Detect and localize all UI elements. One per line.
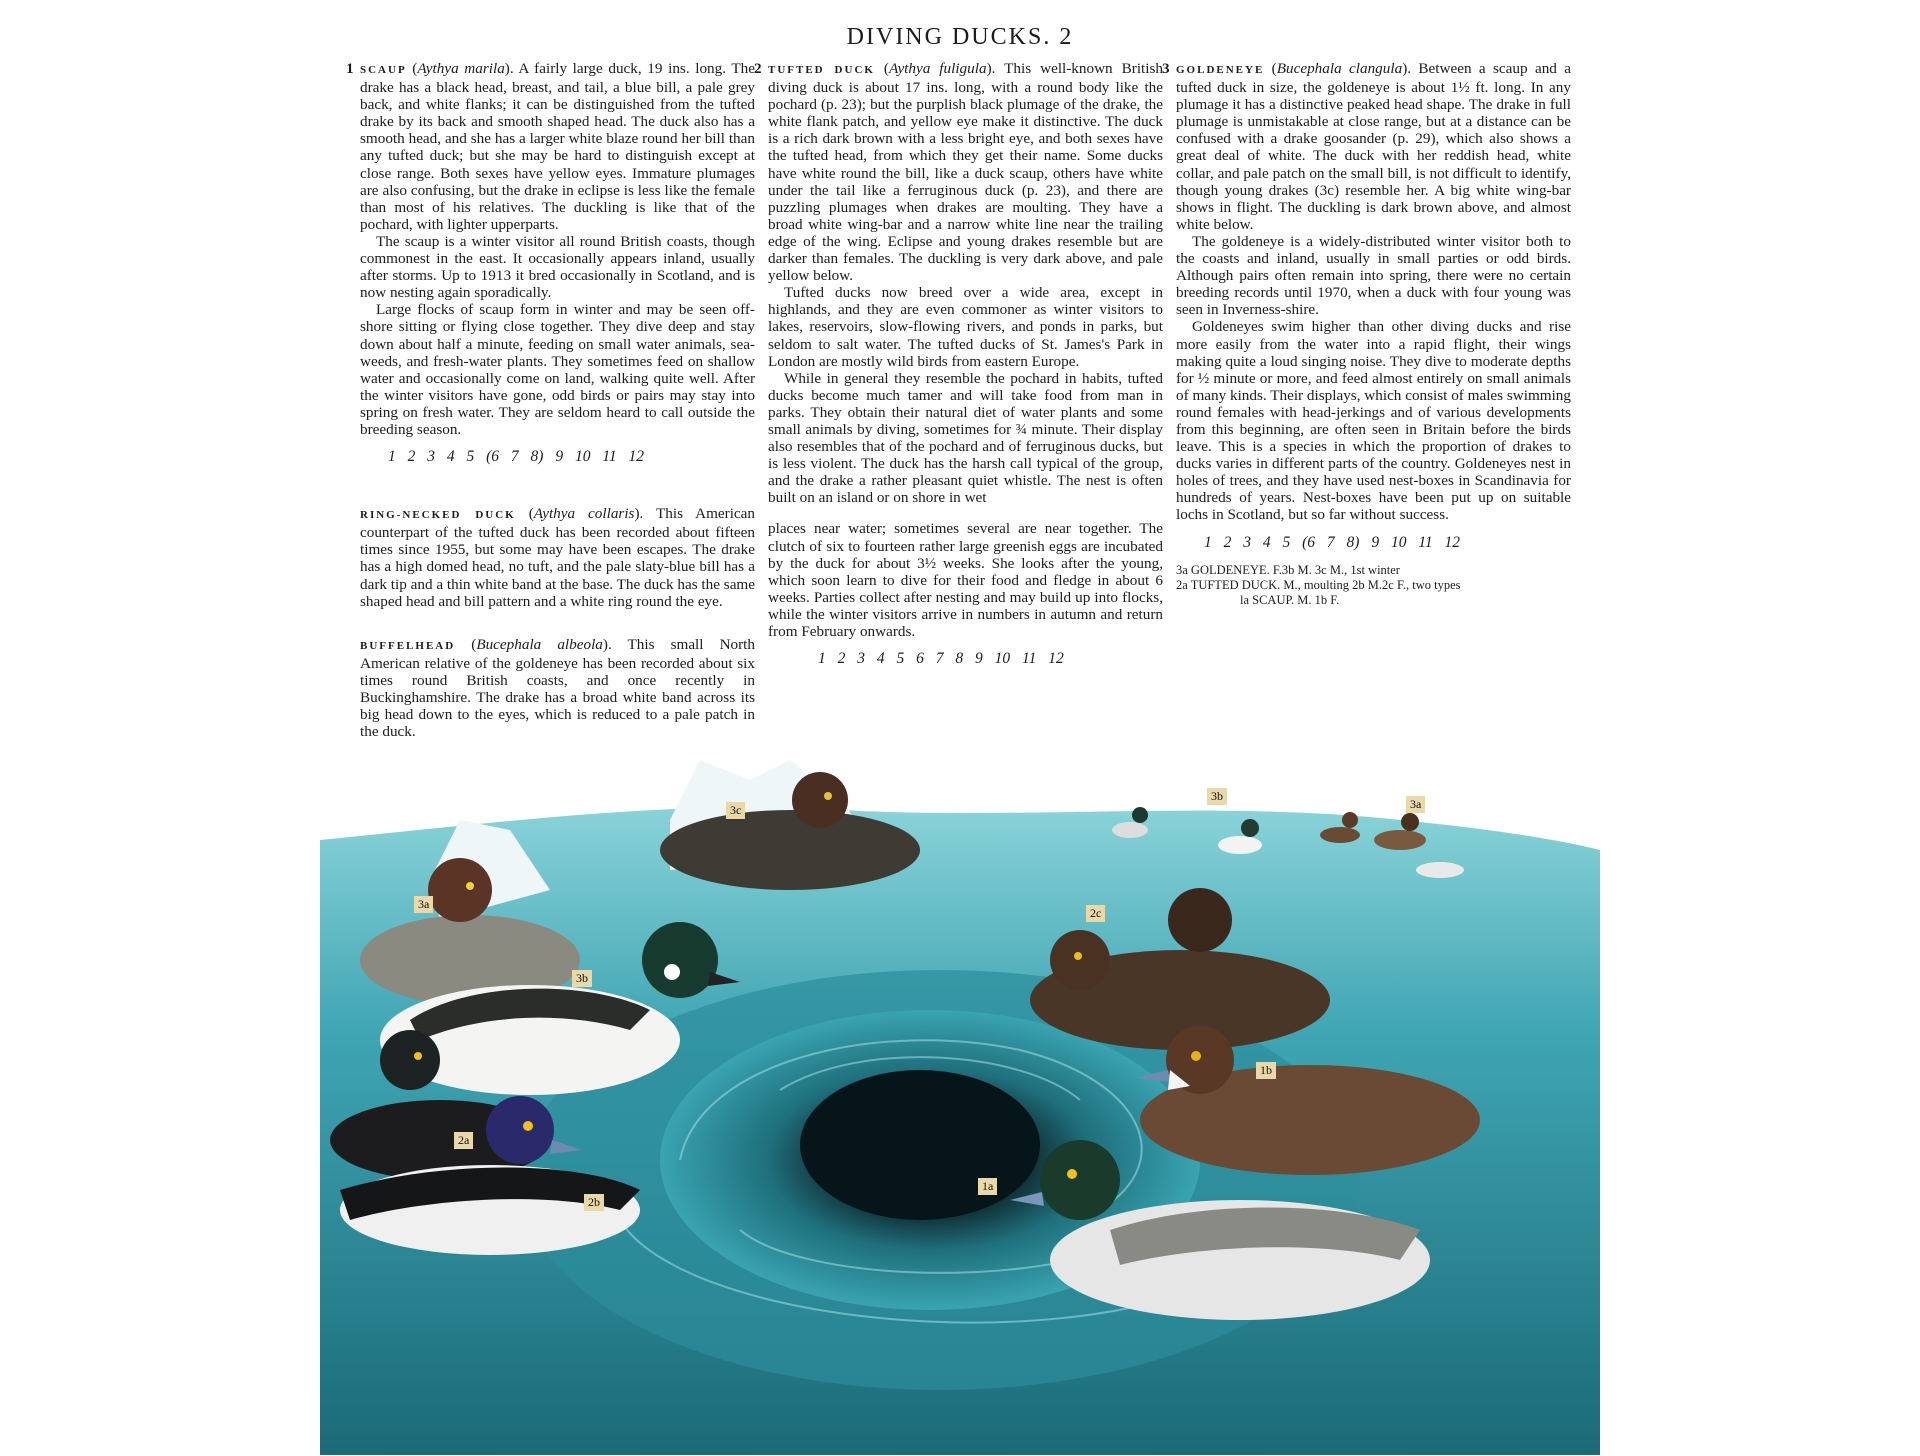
month-calendar: 1 2 3 4 5 (6 7 8) 9 10 11 12 (1204, 533, 1461, 551)
latin-name: Aythya fuligula (889, 60, 987, 77)
species-name: TUFTED DUCK (768, 64, 875, 76)
key-line: 3a GOLDENEYE. F.3b M. 3c M., 1st winter (1176, 562, 1400, 577)
paragraph: ). Between a scaup and a tufted duck in size, the goldeneye is about 1½ ft. long. In any plumage it has a distinctive peaked head shape. The drake in full plumage is unmistakable at close range, but at a distance can be confused with a drake goosander (p. 29), which also shows a great deal of white. The duck with her reddish head, white collar, and pale patch on the small bill, is not difficult to identify, though young drakes (3c) resemble her. A big white wing-bar shows in flight. The duckling is dark brown above, and almost white below. (1176, 60, 1571, 233)
plate-label: 1a (978, 1178, 997, 1195)
plate-label: 1b (1256, 1062, 1276, 1079)
key-line: 2a TUFTED DUCK. M., moulting 2b M.2c F., two types (1176, 577, 1461, 592)
paragraph: While in general they resemble the pochard in habits, tufted ducks become much tamer and will take food from man in parks. They obtain their natural diet of water plants and some small animals by diving, sometimes for ¾ minute. Their display also resembles that of the pochard and of ferruginous ducks, but is less violent. The duck has the harsh call typical of the group, and the drake a rather pleasant quiet whistle. The nest is often built on an island or on shore in wet (768, 369, 1163, 507)
buffelhead-entry: BUFFELHEAD (Bucephala albeola). This small North American relative of the goldeneye has been recorded about six times round British coasts, and once recently in Buckinghamshire. The drake has a broad white band across its big head down to the eyes, which is reduced to a pale patch in the duck. (360, 635, 755, 741)
latin-name: Aythya collaris (533, 505, 635, 523)
plate-label: 2a (454, 1132, 473, 1149)
paragraph: ). This American counterpart of the tufted duck has been recorded about fifteen times since 1955, but some may have been escapes. The drake has a high domed head, no tuft, and the pale slaty-blue bill has a dark tip and a thin white band at the base. The duck has the same shaped head and bill pattern and a white ring round the eye. (360, 505, 755, 610)
plate-label: 3b (1207, 788, 1227, 805)
key-line: la SCAUP. M. 1b F. (1240, 592, 1340, 607)
species-name: GOLDENEYE (1176, 64, 1265, 76)
paragraph: Goldeneyes swim higher than other diving ducks and rise more easily from the water into a rapid flight, their wings making quite a loud singing noise. They dive to moderate depths for ½ minute or more, and feed almost entirely on small animals of many kinds. Their displays, which consist of males swimming round females with head-jerkings and of various developments from this beginning, are often seen in Britain before the birds leave. This is a species in which the proportion of drakes to ducks varies in different parts of the country. Goldeneyes nest in holes of trees, and they have used nest-boxes in Scandinavia for hundreds of years. Nest-boxes have been put up on suitable lochs in Scotland, but so far without success. (1176, 318, 1571, 524)
species-name: RING-NECKED DUCK (360, 509, 516, 522)
paragraph: The scaup is a winter visitor all round British coasts, though commonest in the east. It occasionally appears inland, usually after storms. Up to 1913 it bred occasionally in Scotland, and is now nesting again sporadically. (360, 232, 755, 302)
column-3 (1162, 60, 1571, 608)
species-number: 3 (1162, 60, 1170, 77)
ring-necked-entry: RING-NECKED DUCK (Aythya collaris). This American counterpart of the tufted duck has been recorded about fifteen times since 1955, but some may have been escapes. The drake has a high domed head, no tuft, and the pale slaty-blue bill has a dark tip and a thin white band at the base. The duck has the same shaped head and bill pattern and a white ring round the eye. (360, 505, 755, 610)
plate-label: 3c (726, 802, 745, 819)
plate-key (1176, 563, 1571, 608)
paragraph: places near water; sometimes several are near together. The clutch of six to fourteen rather large greenish eggs are incubated by the duck for about 3½ weeks. She looks after the young, which soon learn to dive for their food and fledge in about 6 weeks. Parties collect after nesting and may build up into flocks, while the winter visitors arrive in numbers in autumn and return from February onwards. (768, 520, 1163, 640)
paragraph: Large flocks of scaup form in winter and may be seen off-shore sitting or flying close together. They dive deep and stay down about half a minute, feeding on small water animals, sea-weeds, and fresh-water plants. They sometimes feed on shallow water and occasionally come on land, walking quite well. After the winter visitors have gone, odd birds or pairs may stay into spring on fresh water. They are seldom heard to call outside the breeding season. (360, 301, 755, 438)
plate-label: 2c (1086, 905, 1105, 922)
plate-label: 3a (414, 896, 433, 913)
species-name: SCAUP (360, 64, 407, 76)
tufted-entry: 2 TUFTED DUCK (Aythya fuligula). This well-known British diving duck is about 17 ins. long, with a round body like the pochard (p. 23); but the purplish black plumage of the drake, the white flank patch, and yellow eye make it distinctive. The duck is a rich dark brown with a less bright eye, and both sexes have the tufted head, from which they get their name. Some ducks have white round the bill, like a duck scaup, others have white under the tail like a ferruginous duck (p. 23), and there are puzzling plumages when drakes are moulting. They have a broad white wing-bar and a narrow white line near the trailing edge of the wing. Eclipse and young drakes resemble but are darker than females. The duckling is very dark above, and pale yellow below. (754, 60, 1163, 285)
whirlpool-core (800, 1070, 1040, 1220)
species-number: 1 (346, 60, 354, 77)
paragraph: The goldeneye is a widely-distributed winter visitor both to the coasts and inland, usually in small parties or odd birds. Although pairs often remain into spring, there were no certain breeding records until 1970, when a duck with four young was seen in Inverness-shire. (1176, 232, 1571, 319)
paragraph: ). This well-known British diving duck is about 17 ins. long, with a round body like the pochard (p. 23); but the purplish black plumage of the drake, the white flank patch, and yellow eye make it distinctive. The duck is a rich dark brown with a less bright eye, and both sexes have the tufted head, from which they get their name. Some ducks have white round the bill, like a duck scaup, others have white under the tail like a ferruginous duck (p. 23), and there are puzzling plumages when drakes are moulting. They have a broad white wing-bar and a narrow white line near the trailing edge of the wing. Eclipse and young drakes resemble but are darker than females. The duckling is very dark above, and pale yellow below. (768, 60, 1163, 285)
month-calendar: 1 2 3 4 5 (6 7 8) 9 10 11 12 (388, 448, 645, 466)
latin-name: Bucephala albeola (476, 635, 603, 653)
month-calendar: 1 2 3 4 5 6 7 8 9 10 11 12 (818, 650, 1064, 668)
illustration-svg (320, 760, 1600, 1455)
species-number: 2 (754, 60, 762, 77)
latin-name: Aythya marila (417, 60, 505, 77)
species-name: BUFFELHEAD (360, 639, 456, 652)
column-1 (346, 60, 755, 741)
latin-name: Bucephala clangula (1276, 60, 1403, 77)
duck-illustration (320, 760, 1600, 1455)
goldeneye-entry: 3 GOLDENEYE (Bucephala clangula). Between a scaup and a tufted duck in size, the goldeneye is about 1½ ft. long. In any plumage it has a distinctive peaked head shape. The drake in full plumage is unmistakable at close range, but at a distance can be confused with a drake goosander (p. 29), which also shows a great deal of white. The duck with her reddish head, white collar, and pale patch on the small bill, is not difficult to identify, though young drakes (3c) resemble her. A big white wing-bar shows in flight. The duckling is dark brown above, and almost white below. (1162, 60, 1571, 233)
paragraph: ). A fairly large duck, 19 ins. long. The drake has a black head, breast, and tail, a blue bill, a pale grey back, and white flanks; it can be distinguished from the tufted drake by its back and smooth shaped head. The duck also has a smooth head, and she has a larger white blaze round her bill than any tufted duck; but she may be hard to distinguish except at close range. Both sexes have yellow eyes. Immature plumages are also confusing, but the drake in eclipse is less like the female than most of his relatives. The duckling is like that of the pochard, with lighter upperparts. (360, 60, 755, 233)
paragraph: ). This small North American relative of the goldeneye has been recorded about six times round British coasts, and once recently in Buckinghamshire. The drake has a broad white band across its big head down to the eyes, which is reduced to a pale patch in the duck. (360, 635, 755, 741)
column-2 (754, 60, 1163, 668)
plate-label: 2b (584, 1194, 604, 1211)
plate-label: 3b (572, 970, 592, 987)
paragraph: Tufted ducks now breed over a wide area, except in highlands, and they are even commoner as winter visitors to lakes, reservoirs, slow-flowing rivers, and ponds in parks, but seldom to salt water. The tufted ducks of St. James's Park in London are mostly wild birds from eastern Europe. (768, 284, 1163, 370)
page-title: DIVING DUCKS. 2 (846, 24, 1074, 50)
scaup-entry: 1 SCAUP (Aythya marila). A fairly large duck, 19 ins. long. The drake has a black head, breast, and tail, a blue bill, a pale grey back, and white flanks; it can be distinguished from the tufted drake by its back and smooth shaped head. The duck also has a smooth head, and she has a larger white blaze round her bill than any tufted duck; but she may be hard to distinguish except at close range. Both sexes have yellow eyes. Immature plumages are also confusing, but the drake in eclipse is less like the female than most of his relatives. The duckling is like that of the pochard, with lighter upperparts. (346, 60, 755, 233)
plate-label: 3a (1406, 796, 1425, 813)
